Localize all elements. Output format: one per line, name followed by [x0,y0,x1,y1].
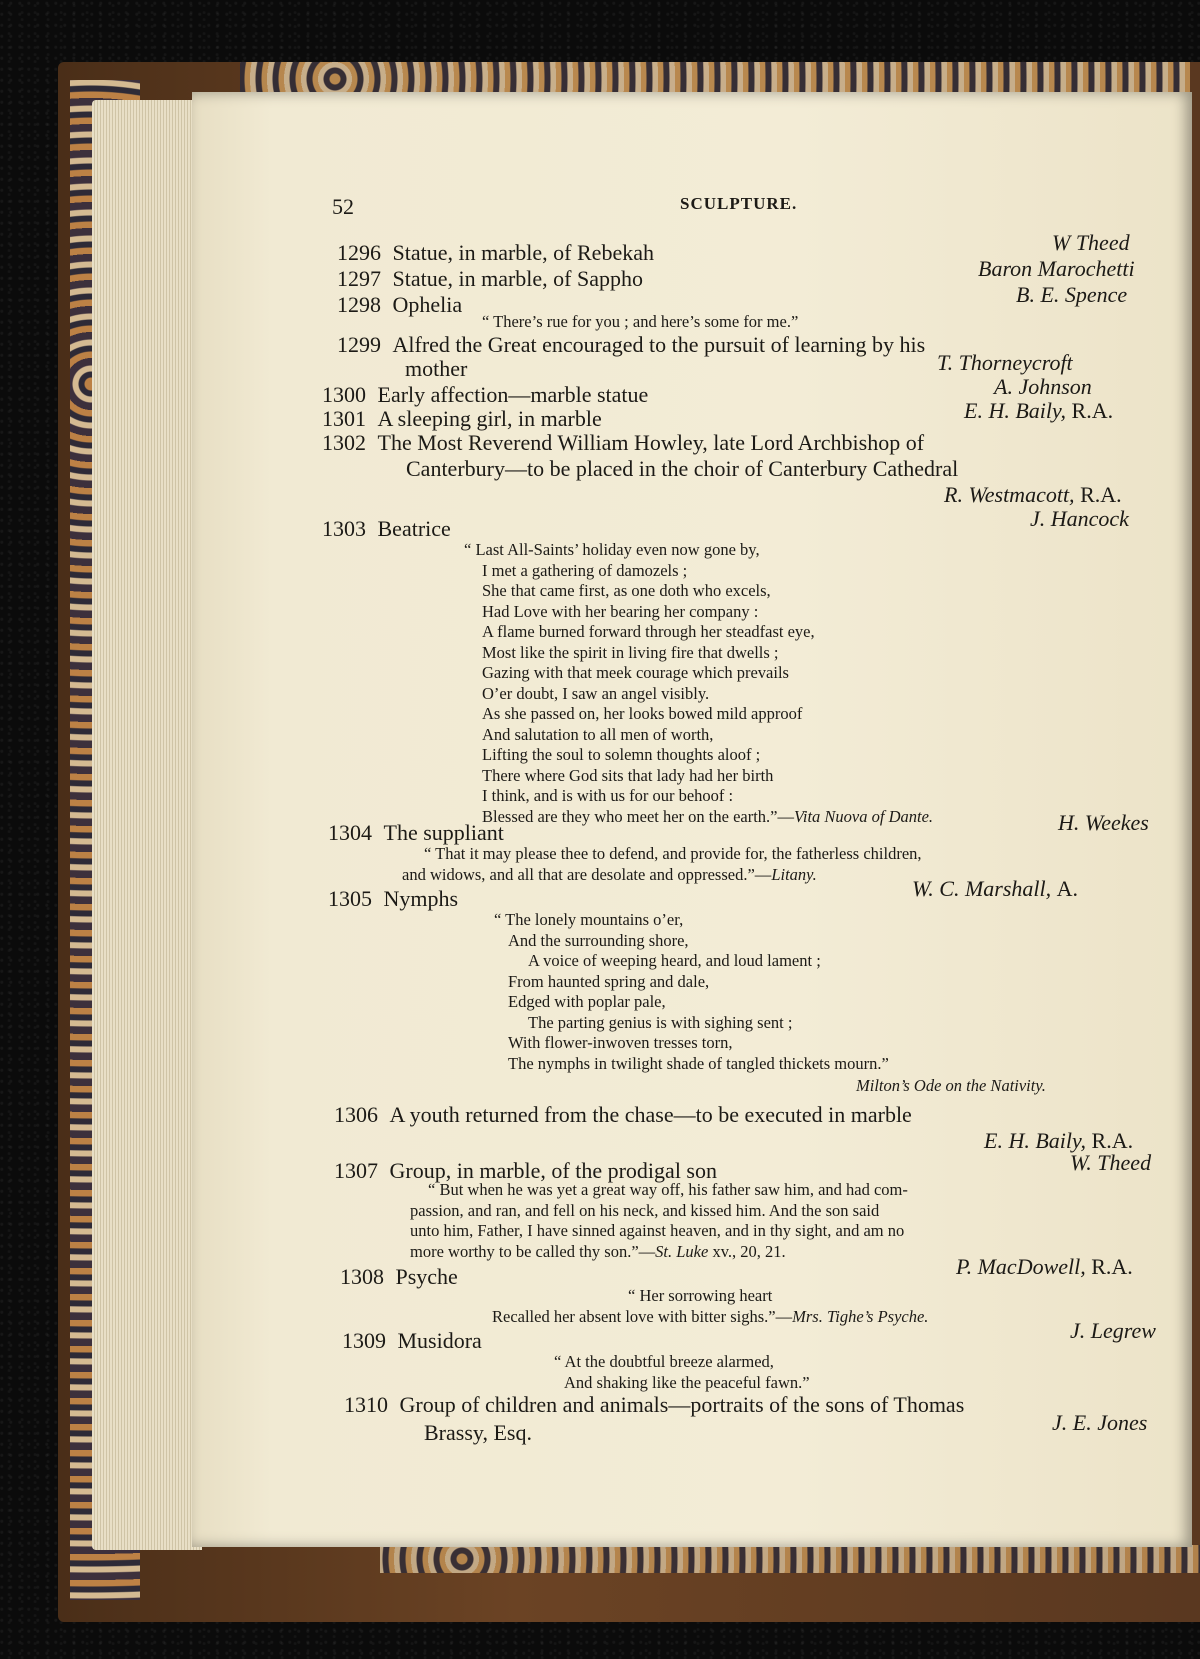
entry-1310 [344,1392,964,1418]
artist-suffix: R.A. [1080,482,1122,507]
entry-title: Musidora [397,1328,482,1353]
entry-title-continued: mother [405,356,468,381]
entry-1300 [322,382,648,408]
quote-line: Most like the spirit in living fire that dwells ; [482,642,779,662]
quote-line [402,865,922,886]
quote-line [464,807,933,828]
entry-title: A sleeping girl, in marble [377,406,602,431]
entry-1304 [328,820,504,846]
marbled-edge-top [240,62,1190,96]
entry-number: 1304 [328,820,372,845]
quote-line: From haunted spring and dale, [508,971,710,991]
quote-line: “ At the doubtful breeze alarmed, [554,1352,774,1371]
quote-line: passion, and ran, and fell on his neck, and kissed him. And the son said [410,1200,880,1220]
entry-number: 1308 [340,1264,384,1289]
entry-number: 1297 [337,266,381,291]
quote-line: O’er doubt, I saw an angel visibly. [482,683,710,703]
entry-title: Early affection—marble statue [377,382,649,407]
entry-1296 [337,240,654,266]
entry-quote [464,540,933,827]
page-edges [92,100,202,1550]
quote-line: I met a gathering of damozels ; [482,560,688,580]
entry-1303 [322,516,451,542]
entry-number: 1299 [337,332,381,357]
quote-line: And salutation to all men of worth, [482,724,714,744]
entry-artist [956,1254,1133,1280]
quote-line: unto him, Father, I have sinned against heaven, and in thy sight, and am no [410,1221,905,1240]
marbled-edge-bottom [380,1545,1200,1573]
entry-artist: A. Johnson [994,374,1092,399]
entry-number: 1307 [334,1158,378,1183]
quote-line: “ Last All-Saints’ holiday even now gone by, [464,540,760,559]
entry-quote [402,844,922,885]
entry-quote [492,1286,928,1327]
entry-artist: J. E. Jones [1052,1410,1148,1435]
entry-artist [912,876,1078,902]
entry-title: The Most Reverend William Howley, late Lord Archbishop of [377,430,925,455]
artist-name: E. H. Baily, [984,1128,1087,1153]
quote-line: As she passed on, her looks bowed mild approof [482,704,803,723]
quote-text: more worthy to be called thy son.”— [410,1241,656,1261]
entry-artist: T. Thorneycroft [937,350,1073,375]
entry-number: 1303 [322,516,366,541]
quote-line: A flame burned forward through her steadfast eye, [482,622,815,641]
entry-title: A youth returned from the chase—to be executed in marble [389,1102,912,1127]
running-title: SCULPTURE. [680,194,798,213]
quote-line: The nymphs in twilight shade of tangled thickets mourn.” [508,1053,889,1073]
artist-name: E. H. Baily, [964,398,1067,423]
entry-1298 [337,292,462,318]
entry-artist: H. Weekes [1058,810,1149,835]
entry-artist: B. E. Spence [1016,282,1128,307]
entry-number: 1300 [322,382,366,407]
artist-name: W. C. Marshall, [912,876,1052,901]
entry-number: 1301 [322,406,366,431]
quote-line: Had Love with her bearing her company : [482,601,759,621]
book-page [192,92,1192,1547]
quote-line: Edged with poplar pale, [508,992,666,1011]
artist-name: P. MacDowell, [956,1254,1086,1279]
quote-citation: Litany. [771,864,817,884]
entry-1305 [328,886,458,912]
quote-line: “ That it may please thee to defend, and provide for, the fatherless children, [424,844,922,863]
entry-1301 [322,406,602,432]
entry-artist: Baron Marochetti [978,256,1135,281]
entry-title: Group, in marble, of the prodigal son [389,1158,717,1183]
quote-text: Recalled her absent love with bitter sighs.”— [492,1306,793,1326]
artist-suffix: R.A. [1071,398,1114,423]
quote-line: “ Her sorrowing heart [628,1286,773,1305]
quote-text: Blessed are they who meet her on the earth.”— [482,806,795,826]
quote-citation: Mrs. Tighe’s Psyche. [792,1306,929,1326]
entry-1309 [342,1328,482,1354]
entry-1297 [337,266,643,292]
quote-line: She that came first, as one doth who excels, [482,581,771,600]
page-number: 52 [332,194,354,219]
entry-title: Ophelia [392,292,463,317]
entry-title-continued: Canterbury—to be placed in the choir of Canterbury Cathedral [406,456,959,481]
entry-citation [856,1076,1046,1097]
quote-line: And the surrounding shore, [508,930,689,950]
quote-line: “ The lonely mountains o’er, [494,910,684,929]
quote-line: Gazing with that meek courage which prevails [482,663,789,682]
entry-1308 [340,1264,458,1290]
quote-line: I think, and is with us for our behoof : [482,786,734,805]
entry-number: 1302 [322,430,366,455]
quote-line: There where God sits that lady had her birth [482,765,774,785]
entry-artist: J. Hancock [1030,506,1129,531]
entry-artist [944,482,1122,508]
entry-artist: W. Theed [1070,1150,1152,1175]
entry-quote [494,910,889,1074]
entry-title: The suppliant [383,820,504,845]
entry-number: 1309 [342,1328,386,1353]
quote-line: Lifting the soul to solemn thoughts aloof ; [482,745,761,764]
entry-1302 [322,430,924,456]
entry-number: 1310 [344,1392,388,1417]
artist-suffix: R.A. [1091,1128,1134,1153]
entry-title: Alfred the Great encouraged to the pursuit of learning by his [392,332,926,357]
entry-quote [410,1180,908,1262]
quote-line [492,1307,928,1328]
quote-citation: Vita Nuova of Dante. [794,806,934,826]
entry-title-continued: Brassy, Esq. [424,1420,532,1445]
entry-number: 1306 [334,1102,378,1127]
artist-suffix: R.A. [1091,1254,1133,1279]
entry-1306 [334,1102,912,1128]
quote-line [410,1242,908,1263]
quote-line: The parting genius is with sighing sent ; [528,1012,793,1032]
entry-title: Nymphs [383,886,459,911]
quote-citation: St. Luke [655,1241,709,1261]
entry-title: Statue, in marble, of Sappho [392,266,644,291]
quote-line: “ But when he was yet a great way off, his father saw him, and had com- [428,1180,908,1199]
entry-number: 1296 [337,240,381,265]
entry-quote: “ There’s rue for you ; and here’s some for me.” [482,312,799,331]
entry-title: Psyche [395,1264,458,1289]
entry-title: Beatrice [377,516,451,541]
entry-1299 [337,332,925,358]
artist-suffix: A. [1056,876,1079,901]
entry-artist [964,398,1113,424]
quote-line: And shaking like the peaceful fawn.” [564,1372,810,1392]
quote-text: and widows, and all that are desolate and oppressed.”— [402,864,772,884]
entry-artist: J. Legrew [1070,1318,1156,1343]
entry-title: Statue, in marble, of Rebekah [392,240,654,265]
quote-line: With flower-inwoven tresses torn, [508,1033,733,1052]
artist-name: R. Westmacott, [944,482,1075,507]
entry-number: 1298 [337,292,381,317]
entry-quote [554,1352,810,1393]
entry-number: 1305 [328,886,372,911]
entry-artist: W Theed [1052,230,1130,255]
quote-citation-tail: xv., 20, 21. [708,1241,786,1261]
quote-citation: Milton’s Ode on the Nativity. [856,1076,1046,1095]
quote-line: A voice of weeping heard, and loud lament ; [528,951,821,970]
entry-title: Group of children and animals—portraits of the sons of Thomas [399,1392,965,1417]
